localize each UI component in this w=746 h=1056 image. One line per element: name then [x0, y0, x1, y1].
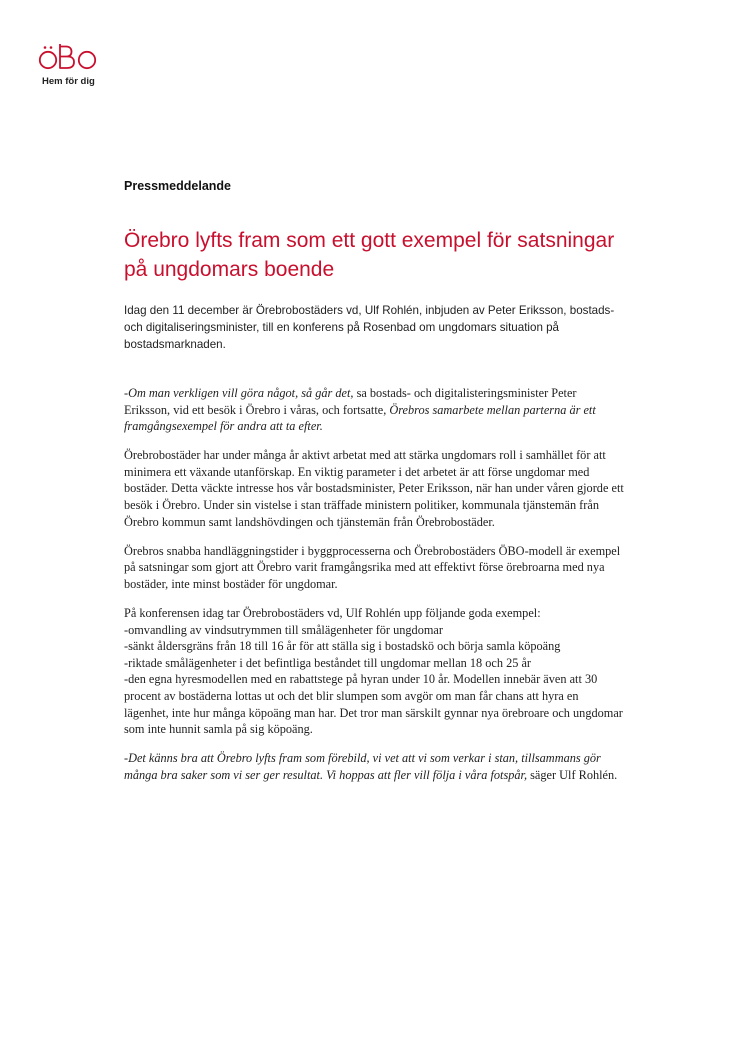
company-logo	[38, 40, 108, 87]
example-item: -den egna hyresmodellen med en rabattstege på hyran under 10 år. Modellen innebär även att 30 procent av bostäderna lottas ut och det blir slumpen som avgör om man får chans att hyra en lägenhet, inte hur många köpoäng man har. Det tror man särskilt gynnar nya örebroare och ungdomar som inte hunnit samla på sig köpoäng.	[124, 672, 623, 737]
quote-paragraph-1	[124, 385, 624, 435]
examples-intro: På konferensen idag tar Örebrobostäders vd, Ulf Rohlén upp följande goda exempel:	[124, 606, 541, 621]
example-item: -sänkt åldersgräns från 18 till 16 år för att ställa sig i bostadskö och börja samla köpoäng	[124, 639, 561, 654]
logo-tagline: Hem för dig	[42, 76, 95, 87]
quote-text: Örebros samarbete mellan parterna är ett framgångsexempel för andra att ta efter.	[124, 402, 596, 434]
lead-paragraph: Idag den 11 december är Örebrobostäders vd, Ulf Rohlén, inbjuden av Peter Eriksson, bostads- och digitaliseringsminister, till en konferens på Rosenbad om ungdomars situation på bostadsmarknaden.	[124, 304, 615, 352]
quote-paragraph-2	[124, 750, 624, 783]
example-item: -riktade smålägenheter i det befintliga beståndet till ungdomar mellan 18 och 25 år	[124, 655, 532, 670]
examples-paragraph	[124, 605, 624, 738]
quote-attribution: säger Ulf Rohlén.	[527, 767, 618, 782]
example-item: -omvandling av vindsutrymmen till smålägenheter för ungdomar	[124, 622, 443, 637]
obo-logo-mark	[38, 40, 100, 74]
body-paragraph-2: Örebros snabba handläggningstider i byggprocesserna och Örebrobostäders ÖBO-modell är exempel på satsningar som gjort att Örebro varit framgångsrika med att effektivt förse örebroarna med nya bostäder, inte minst bostäder för ungdomar.	[124, 543, 621, 591]
body-paragraph-1: Örebrobostäder har under många år aktivt arbetat med att stärka ungdomars roll i samhället för att minimera ett växande utanförskap. En viktig parameter i det arbetet är att förse ungdomar med bostäder. Detta väckte intresse hos vår bostadsminister, Peter Eriksson, när han under våren gjorde ett besök i Örebro. Under sin vistelse i stan träffade ministern politiker, kommunala tjänstemän från Örebro kommun samt landshövdingen och tjänstemän från Örebrobostäder.	[124, 448, 624, 529]
quote-text: -Om man verkligen vill göra något, så går det,	[124, 386, 354, 400]
headline: Örebro lyfts fram som ett gott exempel för satsningar på ungdomars boende	[124, 229, 615, 281]
quote-narration: sa bostads- och digitalisteringsminister Peter Eriksson, vid ett besök i Örebro i våras, och fortsatte,	[124, 386, 577, 417]
document-label: Pressmeddelande	[124, 179, 231, 193]
article-body	[124, 385, 624, 796]
quote-text: -Det känns bra att Örebro lyfts fram som förebild, vi vet att vi som verkar i stan, tillsammans gör många bra saker som vi ser ger resultat. Vi hoppas att fler vill följa i våra fotspår,	[124, 751, 601, 782]
